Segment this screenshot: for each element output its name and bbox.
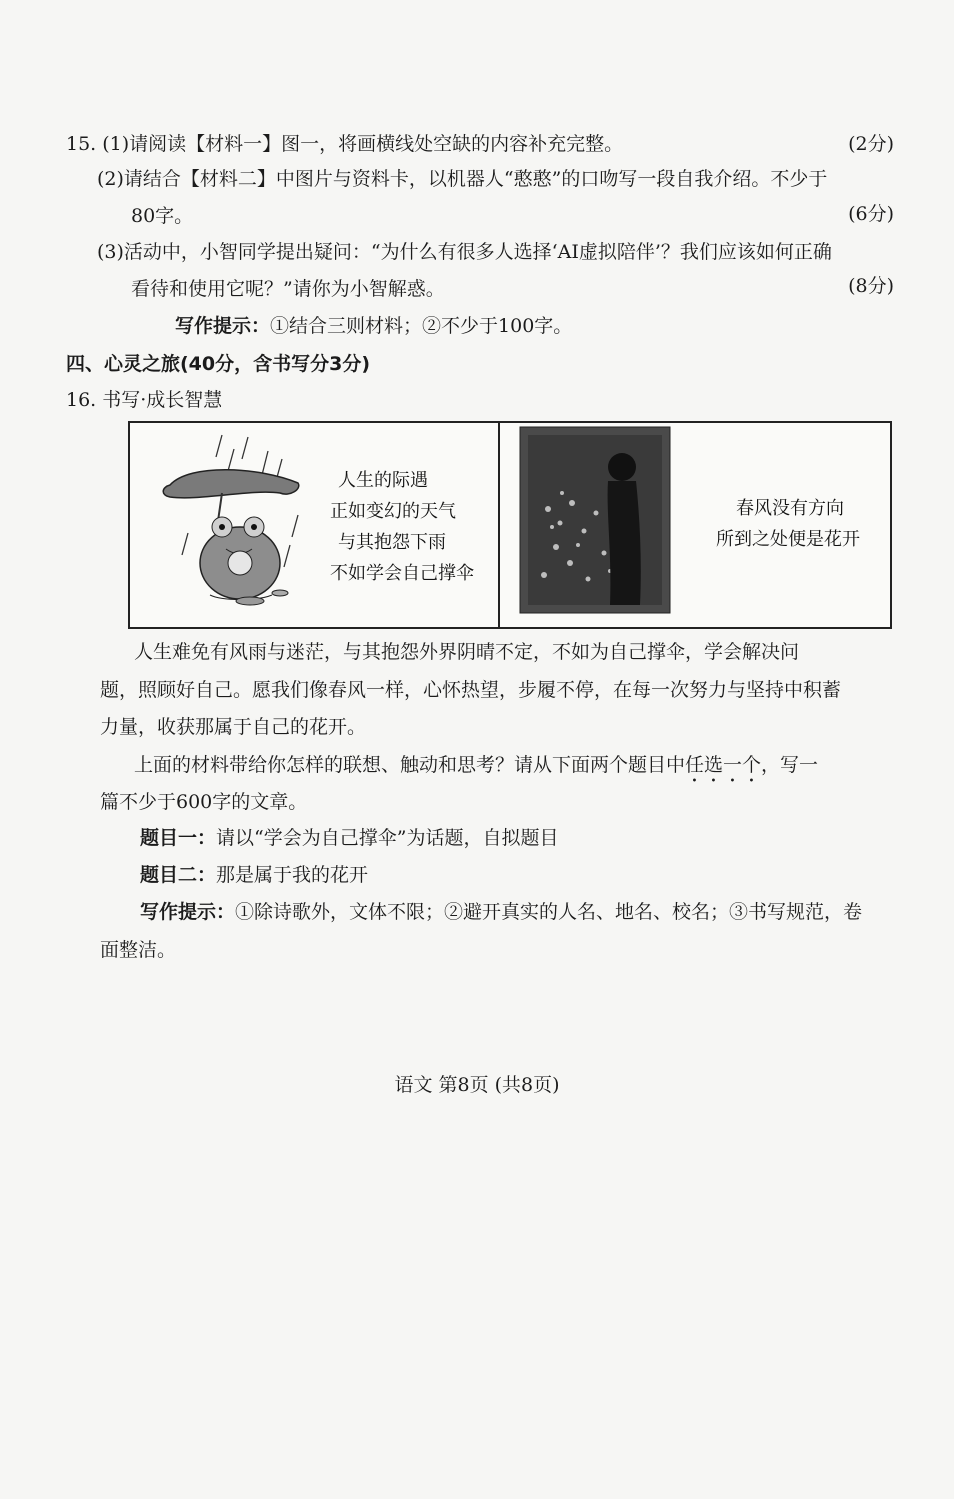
q15-part2-line2: 80字。 — [131, 205, 194, 227]
q15-part3-score: (8分) — [848, 275, 894, 297]
q16-tip-label: 写作提示： — [140, 901, 236, 923]
q15-part2-score: (6分) — [848, 203, 894, 225]
q15-tip-label: 写作提示： — [175, 315, 271, 337]
q16-tip-line1: ①除诗歌外，文体不限；②避开真实的人名、地名、校名；③书写规范，卷 — [235, 901, 863, 923]
topic-two-label: 题目二： — [140, 864, 217, 886]
comic-panel-flowers — [500, 423, 890, 627]
q15-tip-text: ①结合三则材料；②不少于100字。 — [270, 315, 573, 337]
person-silhouette-icon — [608, 481, 641, 605]
page-footer: 语文 第8页 (共8页) — [394, 1074, 560, 1096]
q16-tip-line2: 面整洁。 — [100, 939, 177, 961]
q16-writing-tip — [140, 899, 862, 925]
passage-line-3: 力量，收获那属于自己的花开。 — [100, 716, 367, 738]
q15-part3-line1: (3)活动中，小智同学提出疑问：“为什么有很多人选择‘AI虚拟陪伴’？我们应该如何正确 — [97, 241, 832, 263]
q15-part1-score: (2分) — [848, 133, 894, 155]
topic-one-text: 请以“学会为自己撑伞”为话题，自拟题目 — [216, 827, 559, 849]
q15-writing-tip — [175, 313, 572, 339]
frog-caption-1: 人生的际遇 — [338, 470, 428, 491]
comic-figure — [128, 421, 892, 629]
prompt-text-b: ，写一 — [761, 754, 819, 776]
topic-one-label: 题目一： — [140, 827, 217, 849]
prompt-line-2: 篇不少于600字的文章。 — [100, 791, 308, 813]
topic-two-text: 那是属于我的花开 — [216, 864, 369, 886]
passage-line-1: 人生难免有风雨与迷茫，与其抱怨外界阴晴不定，不如为自己撑伞，学会解决问 — [134, 641, 800, 663]
flower-caption-2: 所到之处便是花开 — [716, 529, 860, 550]
prompt-emphasis: 任选一个 — [685, 754, 762, 776]
prompt-text-a: 上面的材料带给你怎样的联想、触动和思考？请从下面两个题目中 — [134, 754, 686, 776]
q16-title: 16. 书写·成长智慧 — [66, 389, 223, 411]
flower-caption-1: 春风没有方向 — [736, 498, 844, 519]
topic-one — [140, 825, 558, 851]
comic-panel-frog — [130, 423, 498, 627]
q15-part3-line2: 看待和使用它呢？”请你为小智解惑。 — [131, 278, 445, 300]
frog-caption-4: 不如学会自己撑伞 — [330, 563, 474, 584]
passage-line-2: 题，照顾好自己。愿我们像春风一样，心怀热望，步履不停，在每一次努力与坚持中积蓄 — [100, 679, 842, 701]
frog-caption-3: 与其抱怨下雨 — [338, 532, 446, 553]
section4-title: 四、心灵之旅(40分，含书写分3分) — [66, 353, 371, 375]
prompt-line-1 — [134, 752, 818, 787]
q15-part2-line1: (2)请结合【材料二】中图片与资料卡，以机器人“憨憨”的口吻写一段自我介绍。不少于 — [97, 168, 828, 190]
q15-part1: 15. (1)请阅读【材料一】图一，将画横线处空缺的内容补充完整。 — [66, 133, 624, 155]
frog-caption-2: 正如变幻的天气 — [330, 501, 456, 522]
topic-two — [140, 862, 368, 888]
